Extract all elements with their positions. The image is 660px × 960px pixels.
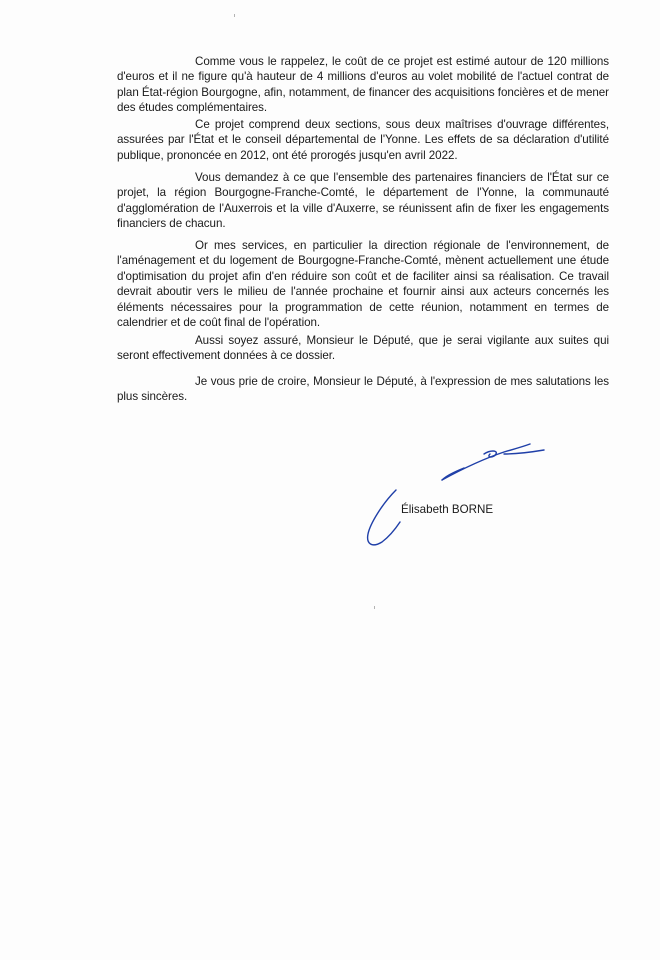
paragraph-optimisation-study: Or mes services, en particulier la direction régionale de l'environnement, de l'aménagement et du logement de Bourgogne-Franche-Comté, mènent actuellement une étude d'optimisation du projet afin d'en réduire son coût et de faciliter ainsi sa réalisation. Ce travail devrait aboutir vers le milieu de l'année prochaine et fournir ainsi aux acteurs concernés les éléments nécessaires pour la programmation de cette réunion, notamment en termes de calendrier et de coût final de l'opération.: [117, 239, 609, 330]
paragraph-project-cost: Comme vous le rappelez, le coût de ce projet est estimé autour de 120 millions d'euros et il ne figure qu'à hauteur de 4 millions d'euros au volet mobilité de l'actuel contrat de plan État-région Bourgogne, afin, notamment, de financer des acquisitions foncières et de mener des études complémentaires.: [117, 55, 609, 115]
paragraph-closing: Je vous prie de croire, Monsieur le Député, à l'expression de mes salutations les plus sincères.: [117, 375, 609, 404]
paragraph-partners-request: Vous demandez à ce que l'ensemble des partenaires financiers de l'État sur ce projet, la région Bourgogne-Franche-Comté, le département de l'Yonne, la communauté d'agglomération de l'Auxerrois et la ville d'Auxerre, se réunissent afin de fixer les engagements financiers de chacun.: [117, 171, 609, 231]
scan-speck: [234, 14, 235, 17]
paragraph-vigilance: Aussi soyez assuré, Monsieur le Député, que je serai vigilante aux suites qui seront effectivement données à ce dossier.: [117, 334, 609, 363]
scan-speck: [374, 606, 375, 609]
paragraph-project-sections: Ce projet comprend deux sections, sous deux maîtrises d'ouvrage différentes, assurées par l'État et le conseil départemental de l'Yonne. Les effets de sa déclaration d'utilité publique, prononcée en 2012, ont été prorogés jusqu'en avril 2022.: [117, 118, 609, 162]
handwritten-signature: [364, 432, 554, 552]
signer-name: Élisabeth BORNE: [401, 503, 494, 516]
